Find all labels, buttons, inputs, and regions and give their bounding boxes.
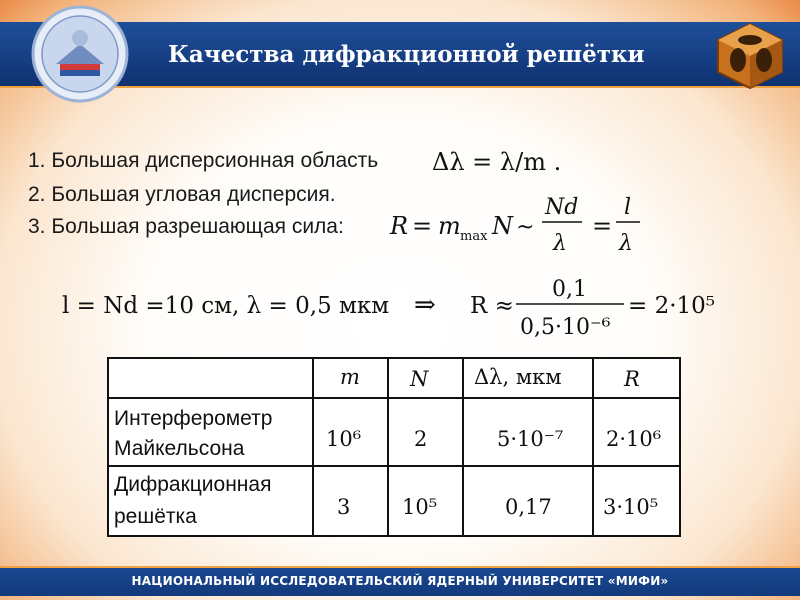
- svg-text:l: l: [624, 195, 632, 220]
- row1-name-line2: Майкельсона: [114, 437, 245, 460]
- row2-n: 10⁵: [402, 495, 438, 519]
- item-2-label: 2. Большая угловая дисперсия.: [28, 183, 336, 206]
- row1-delta-lambda: 5·10⁻⁷: [497, 427, 564, 451]
- header-r: R: [624, 367, 640, 391]
- example-given: l = Nd =10 см, λ = 0,5 мкм: [62, 293, 390, 319]
- row1-n: 2: [414, 427, 428, 451]
- header-n: N: [410, 367, 429, 391]
- footer-university-name: НАЦИОНАЛЬНЫЙ ИССЛЕДОВАТЕЛЬСКИЙ ЯДЕРНЫЙ УНИВЕРСИТЕТ «МИФИ»: [131, 574, 669, 588]
- row2-name-line2: решётка: [114, 505, 197, 528]
- svg-text:Nd: Nd: [545, 195, 579, 220]
- item-3-label: 3. Большая разрешающая сила:: [28, 215, 344, 238]
- example-result-rhs: = 2·10⁵: [628, 293, 716, 319]
- row2-r: 3·10⁵: [603, 495, 659, 519]
- formula-dispersion-range: Δλ = λ/m .: [432, 148, 562, 176]
- row1-m: 10⁶: [326, 427, 362, 451]
- svg-text:~: ~: [516, 215, 535, 240]
- page-title: Качества дифракционной решётки: [168, 41, 645, 68]
- row1-name-line1: Интерферометр: [114, 407, 273, 430]
- example-denominator: 0,5·10⁻⁶: [520, 315, 611, 340]
- svg-text:R: R: [390, 212, 409, 240]
- row2-m: 3: [337, 495, 351, 519]
- row2-delta-lambda: 0,17: [505, 495, 552, 519]
- row2-name-line1: Дифракционная: [114, 473, 272, 496]
- svg-text:max: max: [460, 229, 488, 244]
- example-arrow: ⇒: [414, 290, 436, 320]
- svg-text:N: N: [492, 212, 513, 240]
- row1-r: 2·10⁶: [606, 427, 662, 451]
- header-m: m: [340, 365, 360, 389]
- item-1-label: 1. Большая дисперсионная область: [28, 149, 379, 172]
- svg-text:λ: λ: [553, 231, 567, 256]
- header-delta-lambda: Δλ, мкм: [474, 365, 562, 389]
- svg-text:m: m: [438, 212, 461, 240]
- example-result-lhs: R ≈: [470, 293, 514, 319]
- svg-text:=: =: [412, 212, 433, 240]
- svg-text:λ: λ: [619, 231, 633, 256]
- svg-text:=: =: [592, 212, 613, 240]
- example-numerator: 0,1: [552, 277, 587, 302]
